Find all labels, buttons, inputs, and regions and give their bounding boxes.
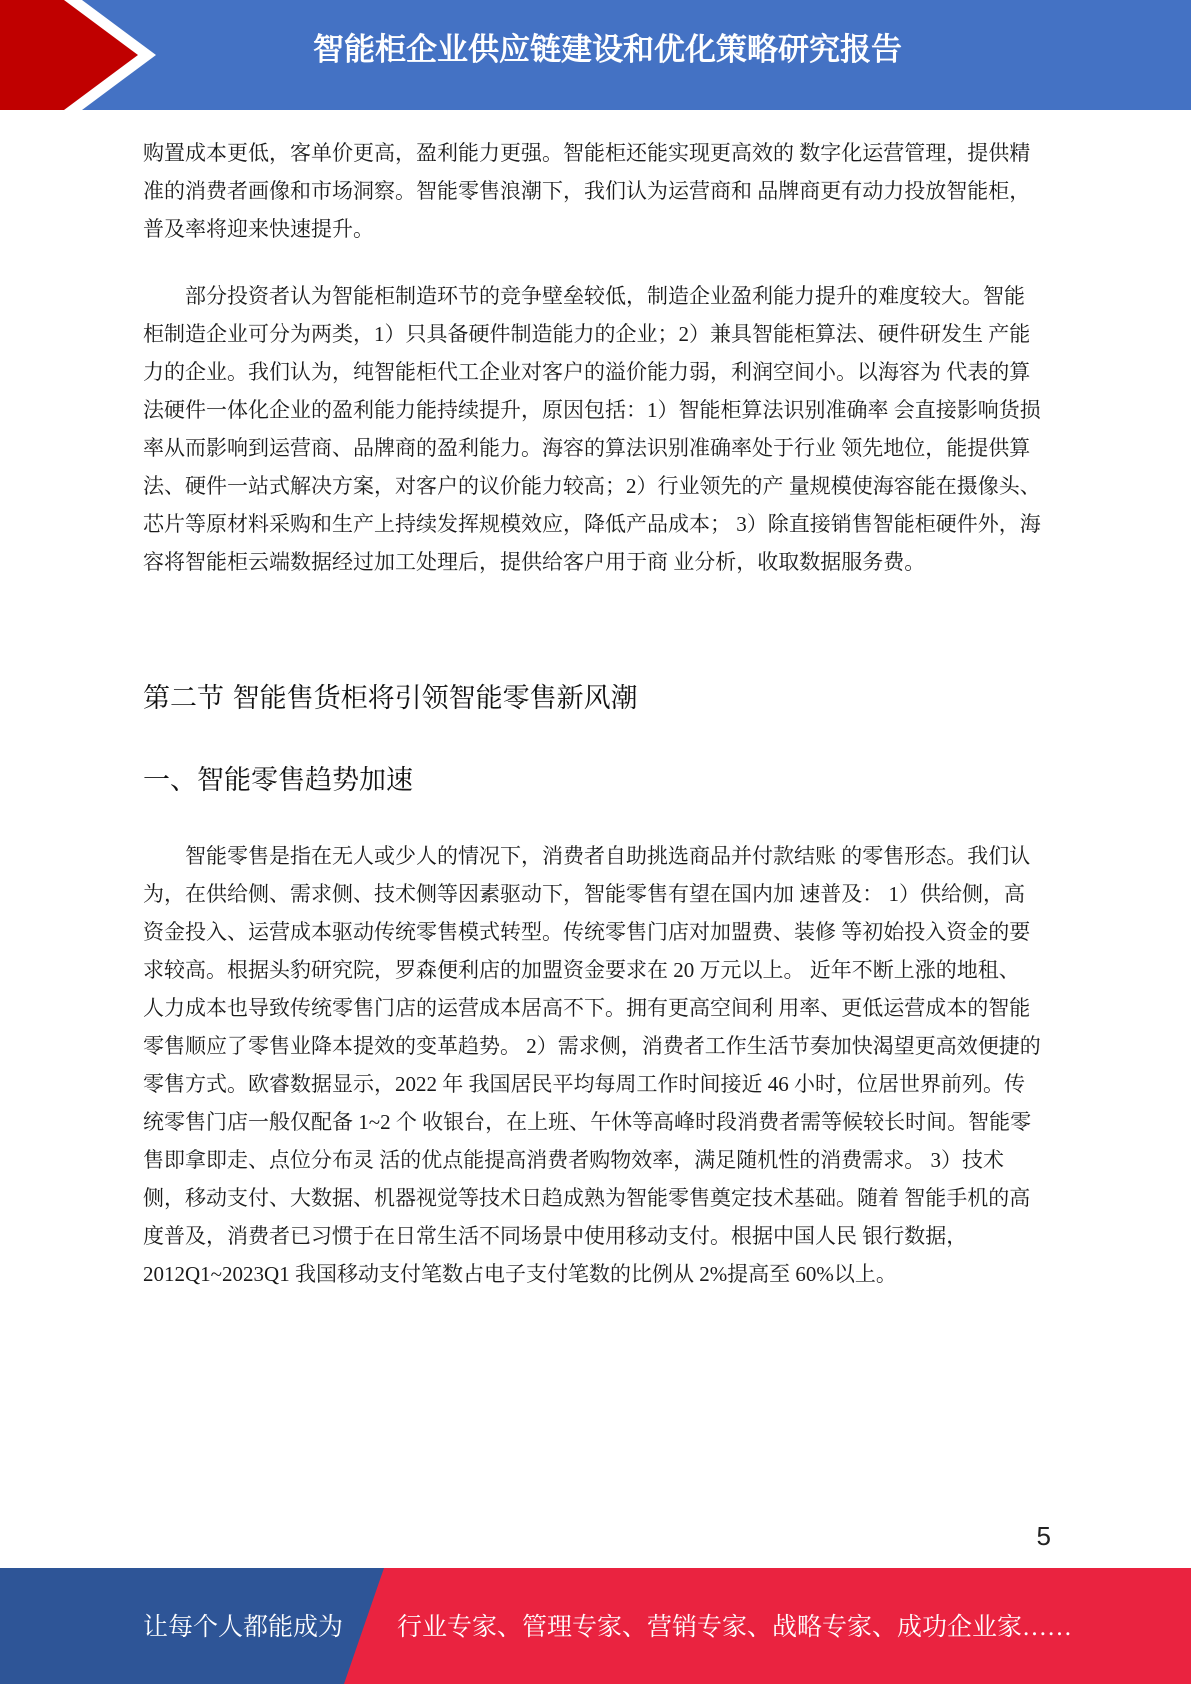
text-line: 容将智能柜云端数据经过加工处理后，提供给客户用于商 业分析，收取数据服务费。 <box>143 550 926 574</box>
text-line: 为，在供给侧、需求侧、技术侧等因素驱动下，智能零售有望在国内加 速普及： 1）供给侧，高 <box>143 882 1025 906</box>
text-line: 资金投入、运营成本驱动传统零售模式转型。传统零售门店对加盟费、装修 等初始投入资金的要 <box>143 920 1031 944</box>
paragraph <box>143 837 1053 1293</box>
text-line: 度普及，消费者已习惯于在日常生活不同场景中使用移动支付。根据中国人民 银行数据， <box>143 1224 968 1248</box>
text-line: 法硬件一体化企业的盈利能力能持续提升，原因包括：1）智能柜算法识别准确率 会直接影响货损 <box>143 398 1041 422</box>
report-title: 智能柜企业供应链建设和优化策略研究报告 <box>313 32 902 68</box>
footer-slogan-left: 让每个人都能成为 <box>143 1614 344 1641</box>
header-banner <box>0 0 1191 110</box>
text-line: 购置成本更低，客单价更高，盈利能力更强。智能柜还能实现更高效的 数字化运营管理，提供精 <box>143 141 1031 165</box>
text-line: 人力成本也导致传统零售门店的运营成本居高不下。拥有更高空间利 用率、更低运营成本的智能 <box>143 996 1031 1020</box>
text-line: 统零售门店一般仅配备 1~2 个 收银台，在上班、午休等高峰时段消费者需等候较长时间。智能零 <box>143 1110 1032 1134</box>
text-line: 普及率将迎来快速提升。 <box>143 217 374 241</box>
text-line: 率从而影响到运营商、品牌商的盈利能力。海容的算法识别准确率处于行业 领先地位，能提供算 <box>143 436 1031 460</box>
paragraph <box>143 134 1053 248</box>
text-line: 芯片等原材料采购和生产上持续发挥规模效应，降低产品成本； 3）除直接销售智能柜硬件外，海 <box>143 512 1041 536</box>
text-line: 求较高。根据头豹研究院，罗森便利店的加盟资金要求在 20 万元以上。 近年不断上涨的地租、 <box>143 958 1020 982</box>
text-line: 售即拿即走、点位分布灵 活的优点能提高消费者购物效率，满足随机性的消费需求。 3）技术 <box>143 1148 1004 1172</box>
text-line: 侧，移动支付、大数据、机器视觉等技术日趋成熟为智能零售奠定技术基础。随着 智能手机的高 <box>143 1186 1031 1210</box>
text-line: 智能零售是指在无人或少人的情况下，消费者自助挑选商品并付款结账 的零售形态。我们认 <box>185 844 1031 868</box>
text-line: 2012Q1~2023Q1 我国移动支付笔数占电子支付笔数的比例从 2%提高至 60%以上。 <box>143 1262 897 1286</box>
footer-banner <box>0 1568 1191 1684</box>
page-number: 5 <box>1036 1521 1051 1551</box>
section-heading: 第二节 智能售货柜将引领智能零售新风潮 <box>143 683 638 714</box>
text-line: 法、硬件一站式解决方案，对客户的议价能力较高；2）行业领先的产 量规模使海容能在摄像头、 <box>143 474 1041 498</box>
text-line: 力的企业。我们认为，纯智能柜代工企业对客户的溢价能力弱，利润空间小。以海容为 代表的算 <box>143 360 1031 384</box>
text-line: 准的消费者画像和市场洞察。智能零售浪潮下，我们认为运营商和 品牌商更有动力投放智能柜， <box>143 179 1031 203</box>
text-line: 零售顺应了零售业降本提效的变革趋势。 2）需求侧，消费者工作生活节奏加快渴望更高效便捷的 <box>143 1034 1041 1058</box>
paragraph <box>143 277 1053 581</box>
text-line: 部分投资者认为智能柜制造环节的竞争壁垒较低，制造企业盈利能力提升的难度较大。智能 <box>185 284 1025 308</box>
subsection-heading: 一、智能零售趋势加速 <box>143 765 413 796</box>
footer-slogan-right: 行业专家、管理专家、营销专家、战略专家、成功企业家…… <box>397 1614 1073 1641</box>
text-line: 零售方式。欧睿数据显示，2022 年 我国居民平均每周工作时间接近 46 小时，位居世界前列。传 <box>143 1072 1025 1096</box>
text-line: 柜制造企业可分为两类，1）只具备硬件制造能力的企业；2）兼具智能柜算法、硬件研发生 产能 <box>143 322 1031 346</box>
